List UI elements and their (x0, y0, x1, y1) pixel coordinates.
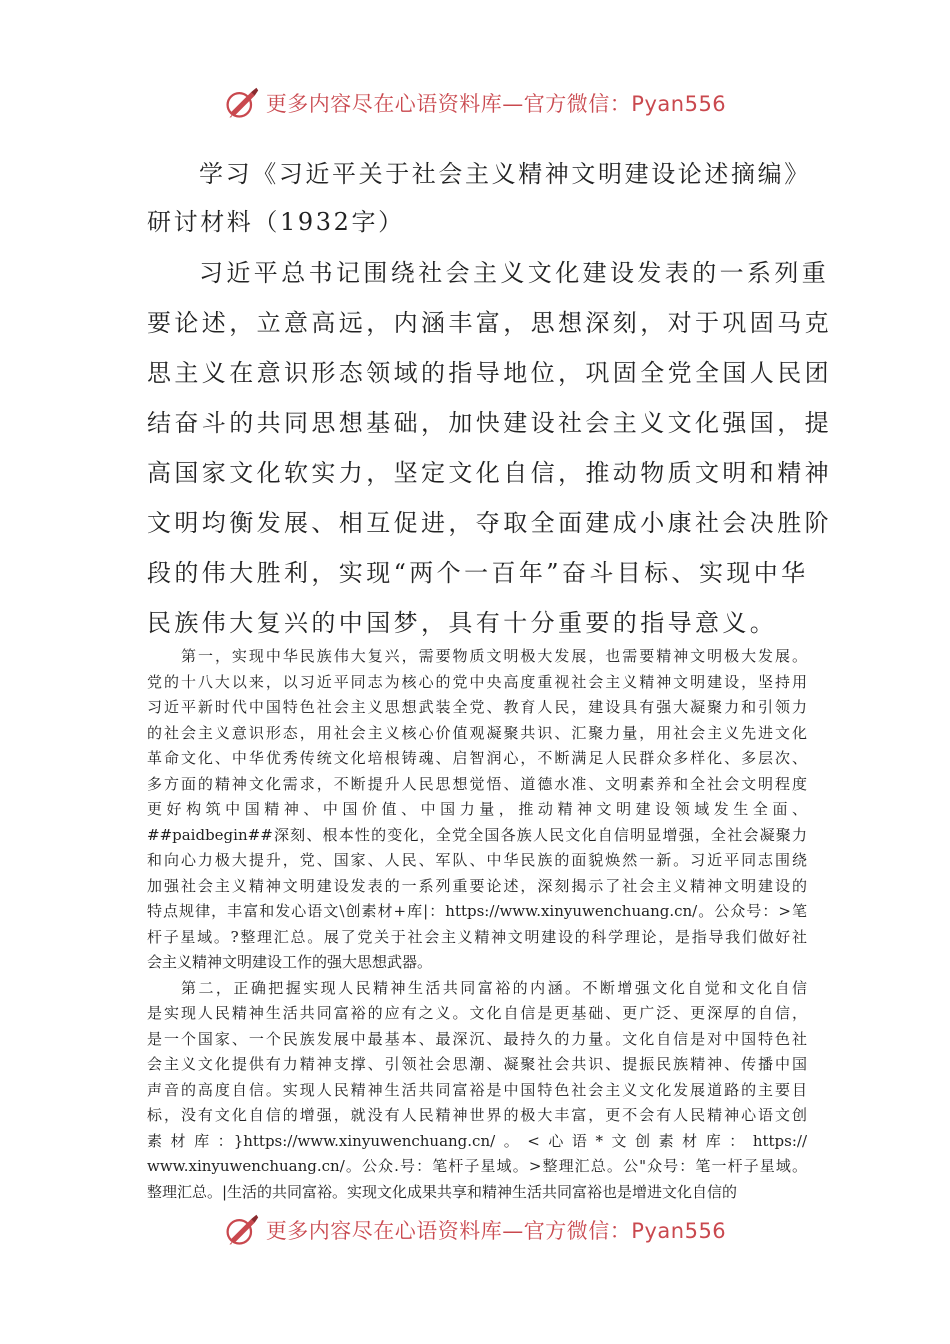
body-text (147, 644, 807, 1205)
body-line: 是实现人民精神生活共同富裕的应有之义。文化自信是更基础、更广泛、更深厚的自信， (147, 1004, 807, 1022)
paragraph-1 (147, 644, 807, 976)
body-line: 习近平新时代中国特色社会主义思想武装全党、教育人民，建设具有强大凝聚力和引领力 (147, 698, 807, 716)
body-line: www.xinyuwenchuang.cn/。公众.号：笔杆子星域。>整理汇总。公"众号：笔一杆子星域。 (147, 1157, 807, 1175)
intro-line: 习近平总书记围绕社会主义文化建设发表的一系列重 (199, 259, 830, 287)
body-line: ##paidbegin##深刻、根本性的变化，全党全国各族人民文化自信明显增强，全社会凝聚力 (147, 825, 807, 844)
brand-logo-icon (224, 85, 260, 121)
banner-text: 更多内容尽在心语资料库—官方微信：Pyan556 (265, 92, 727, 116)
body-line: 声音的高度自信。实现人民精神生活共同富裕是中国特色社会主义文化发展道路的主要目 (147, 1080, 807, 1099)
intro-line: 思主义在意识形态领域的指导地位，巩固全党全国人民团 (147, 359, 832, 387)
intro-line: 文明均衡发展、相互促进，夺取全面建成小康社会决胜阶 (147, 509, 832, 537)
body-line: 更好构筑中国精神、中国价值、中国力量，推动精神文明建设领域发生全面、 (147, 800, 807, 818)
body-line: 和向心力极大提升，党、国家、人民、军队、中华民族的面貌焕然一新。习近平同志围绕 (147, 851, 807, 869)
body-line: 整理汇总。|生活的共同富裕。实现文化成果共享和精神生活共同富裕也是增进文化自信的 (147, 1182, 738, 1201)
body-line: 多方面的精神文化需求，不断提升人民思想觉悟、道德水准、文明素养和全社会文明程度 (147, 774, 807, 793)
body-line: 第一，实现中华民族伟大复兴，需要物质文明极大发展，也需要精神文明极大发展。 (181, 647, 807, 665)
body-line: 党的十八大以来，以习近平同志为核心的党中央高度重视社会主义精神文明建设，坚持用 (147, 672, 807, 691)
intro-line: 高国家文化软实力，坚定文化自信，推动物质文明和精神 (147, 459, 832, 487)
intro-line: 结奋斗的共同思想基础，加快建设社会主义文化强国，提 (147, 409, 832, 437)
intro-line: 段的伟大胜利，实现“两个一百年”奋斗目标、实现中华 (147, 559, 809, 587)
header-banner (0, 83, 950, 123)
intro-line: 民族伟大复兴的中国梦，具有十分重要的指导意义。 (147, 609, 778, 637)
body-line: 标，没有文化自信的增强，就没有人民精神世界的极大丰富，更不会有人民精神心语文创 (147, 1106, 807, 1124)
footer-banner (0, 1210, 950, 1250)
title-line-2: 研讨材料（1932字） (147, 208, 405, 236)
body-line: 加强社会主义精神文明建设发表的一系列重要论述，深刻揭示了社会主义精神文明建设的 (147, 876, 807, 895)
body-line: 第二，正确把握实现人民精神生活共同富裕的内涵。不断增强文化自觉和文化自信 (181, 978, 807, 997)
banner-text: 更多内容尽在心语资料库—官方微信：Pyan556 (265, 1219, 727, 1243)
intro-paragraph (147, 248, 832, 648)
paragraph-2 (147, 976, 807, 1206)
body-line: 会主义精神文明建设工作的强大思想武器。 (147, 953, 433, 971)
title-line-1: 学习《习近平关于社会主义精神文明建设论述摘编》 (199, 160, 811, 188)
body-line: 特点规律，丰富和发心语文\创素材+库|：https://www.xinyuwenchuang.cn/。公众号：>笔 (147, 902, 807, 920)
body-line: 是一个国家、一个民族发展中最基本、最深沉、最持久的力量。文化自信是对中国特色社 (147, 1029, 807, 1048)
brand-logo-icon (224, 1212, 260, 1248)
body-line: 杆子星域。?整理汇总。展了党关于社会主义精神文明建设的科学理论，是指导我们做好社 (147, 927, 807, 946)
body-line: 会主义文化提供有力精神支撑、引领社会思潮、凝聚社会共识、提振民族精神、传播中国 (147, 1055, 807, 1073)
intro-line: 要论述，立意高远，内涵丰富，思想深刻，对于巩固马克 (147, 309, 832, 337)
body-line: 的社会主义意识形态，用社会主义核心价值观凝聚共识、汇聚力量，用社会主义先进文化 (147, 723, 807, 742)
body-line: 革命文化、中华优秀传统文化培根铸魂、启智润心，不断满足人民群众多样化、多层次、 (147, 749, 807, 767)
document-title (147, 150, 811, 246)
body-line: 素材库：}https://www.xinyuwenchuang.cn/。<心语*文创素材库：https:// (147, 1131, 807, 1150)
